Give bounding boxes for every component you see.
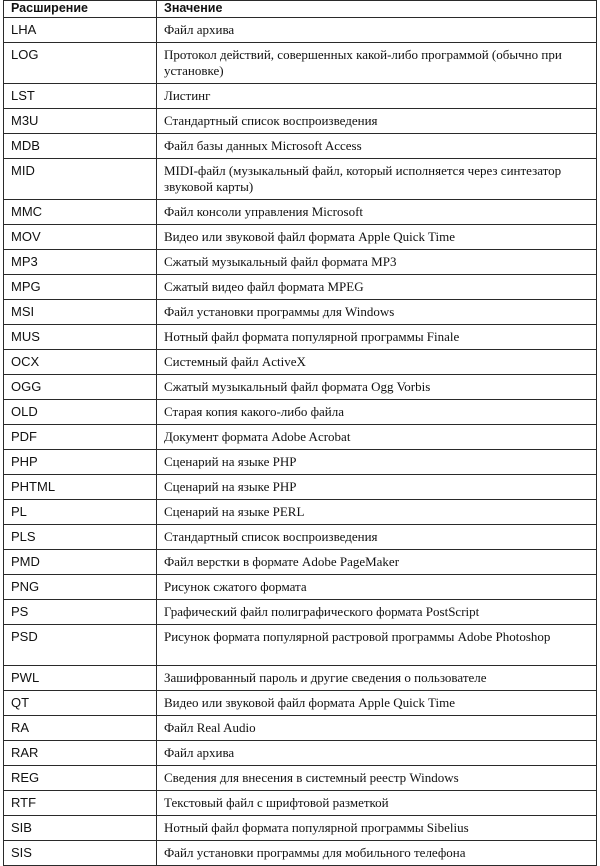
table-row [4,475,597,500]
extension-cell: MSI [4,300,157,325]
description-cell: Файл архива [157,18,597,43]
extension-cell: OCX [4,350,157,375]
extension-cell: MPG [4,275,157,300]
extension-cell: PL [4,500,157,525]
description-cell: Файл установки программы для мобильного телефона [157,841,597,866]
description-cell: Сжатый музыкальный файл формата MP3 [157,250,597,275]
description-cell: Рисунок формата популярной растровой программы Adobe Photoshop [157,625,597,666]
table-row [4,134,597,159]
description-cell: Нотный файл формата популярной программы Finale [157,325,597,350]
extension-cell: RA [4,716,157,741]
table-row [4,816,597,841]
description-cell: Файл архива [157,741,597,766]
table-row [4,350,597,375]
table-row [4,109,597,134]
table-body [4,18,597,866]
description-cell: Сведения для внесения в системный реестр Windows [157,766,597,791]
extension-cell: PHTML [4,475,157,500]
extension-cell: RAR [4,741,157,766]
description-cell: Старая копия какого-либо файла [157,400,597,425]
table-row [4,200,597,225]
table-row [4,400,597,425]
description-cell: Протокол действий, совершенных какой-либо программой (обычно при установке) [157,43,597,84]
table-row [4,450,597,475]
extension-cell: PWL [4,666,157,691]
extension-cell: MMC [4,200,157,225]
table-header-row [4,1,597,18]
description-cell: Документ формата Adobe Acrobat [157,425,597,450]
extension-cell: MOV [4,225,157,250]
extension-cell: REG [4,766,157,791]
description-cell: Файл верстки в формате Adobe PageMaker [157,550,597,575]
description-cell: Стандартный список воспроизведения [157,109,597,134]
table-row [4,625,597,666]
description-cell: Нотный файл формата популярной программы Sibelius [157,816,597,841]
table-row [4,43,597,84]
table-row [4,691,597,716]
table-row [4,275,597,300]
header-extension: Расширение [4,1,157,18]
description-cell: Сценарий на языке PHP [157,450,597,475]
table-row [4,18,597,43]
table-row [4,84,597,109]
table-row [4,600,597,625]
description-cell: Графический файл полиграфического формата PostScript [157,600,597,625]
extension-cell: M3U [4,109,157,134]
extension-cell: PS [4,600,157,625]
extension-cell: LHA [4,18,157,43]
table-row [4,841,597,866]
table-row [4,575,597,600]
extension-cell: LOG [4,43,157,84]
extension-cell: MP3 [4,250,157,275]
extension-cell: PHP [4,450,157,475]
table-row [4,225,597,250]
extensions-table [3,0,597,866]
table-row [4,525,597,550]
description-cell: Сценарий на языке PHP [157,475,597,500]
table-row [4,766,597,791]
extension-cell: PMD [4,550,157,575]
table-row [4,325,597,350]
description-cell: Файл консоли управления Microsoft [157,200,597,225]
extension-cell: SIB [4,816,157,841]
description-cell: Сжатый видео файл формата MPEG [157,275,597,300]
extension-cell: PNG [4,575,157,600]
description-cell: Файл базы данных Microsoft Access [157,134,597,159]
description-cell: Файл Real Audio [157,716,597,741]
extension-cell: OLD [4,400,157,425]
table-row [4,500,597,525]
table-row [4,375,597,400]
extension-cell: MID [4,159,157,200]
description-cell: Файл установки программы для Windows [157,300,597,325]
table-row [4,550,597,575]
description-cell: Сжатый музыкальный файл формата Ogg Vorbis [157,375,597,400]
description-cell: Видео или звуковой файл формата Apple Quick Time [157,691,597,716]
table-row [4,716,597,741]
extension-cell: MUS [4,325,157,350]
extension-cell: MDB [4,134,157,159]
extension-cell: QT [4,691,157,716]
description-cell: Текстовый файл с шрифтовой разметкой [157,791,597,816]
extensions-table-container [3,0,596,866]
table-row [4,791,597,816]
extension-cell: LST [4,84,157,109]
description-cell: Видео или звуковой файл формата Apple Quick Time [157,225,597,250]
description-cell: Рисунок сжатого формата [157,575,597,600]
extension-cell: RTF [4,791,157,816]
header-meaning: Значение [157,1,597,18]
extension-cell: PDF [4,425,157,450]
description-cell: Сценарий на языке PERL [157,500,597,525]
table-row [4,300,597,325]
description-cell: Зашифрованный пароль и другие сведения о пользователе [157,666,597,691]
table-row [4,250,597,275]
table-row [4,159,597,200]
description-cell: Стандартный список воспроизведения [157,525,597,550]
description-cell: Листинг [157,84,597,109]
table-row [4,425,597,450]
description-cell: MIDI-файл (музыкальный файл, который исполняется через синтезатор звуковой карты) [157,159,597,200]
extension-cell: SIS [4,841,157,866]
table-row [4,741,597,766]
table-row [4,666,597,691]
extension-cell: PSD [4,625,157,666]
extension-cell: OGG [4,375,157,400]
extension-cell: PLS [4,525,157,550]
description-cell: Системный файл ActiveX [157,350,597,375]
